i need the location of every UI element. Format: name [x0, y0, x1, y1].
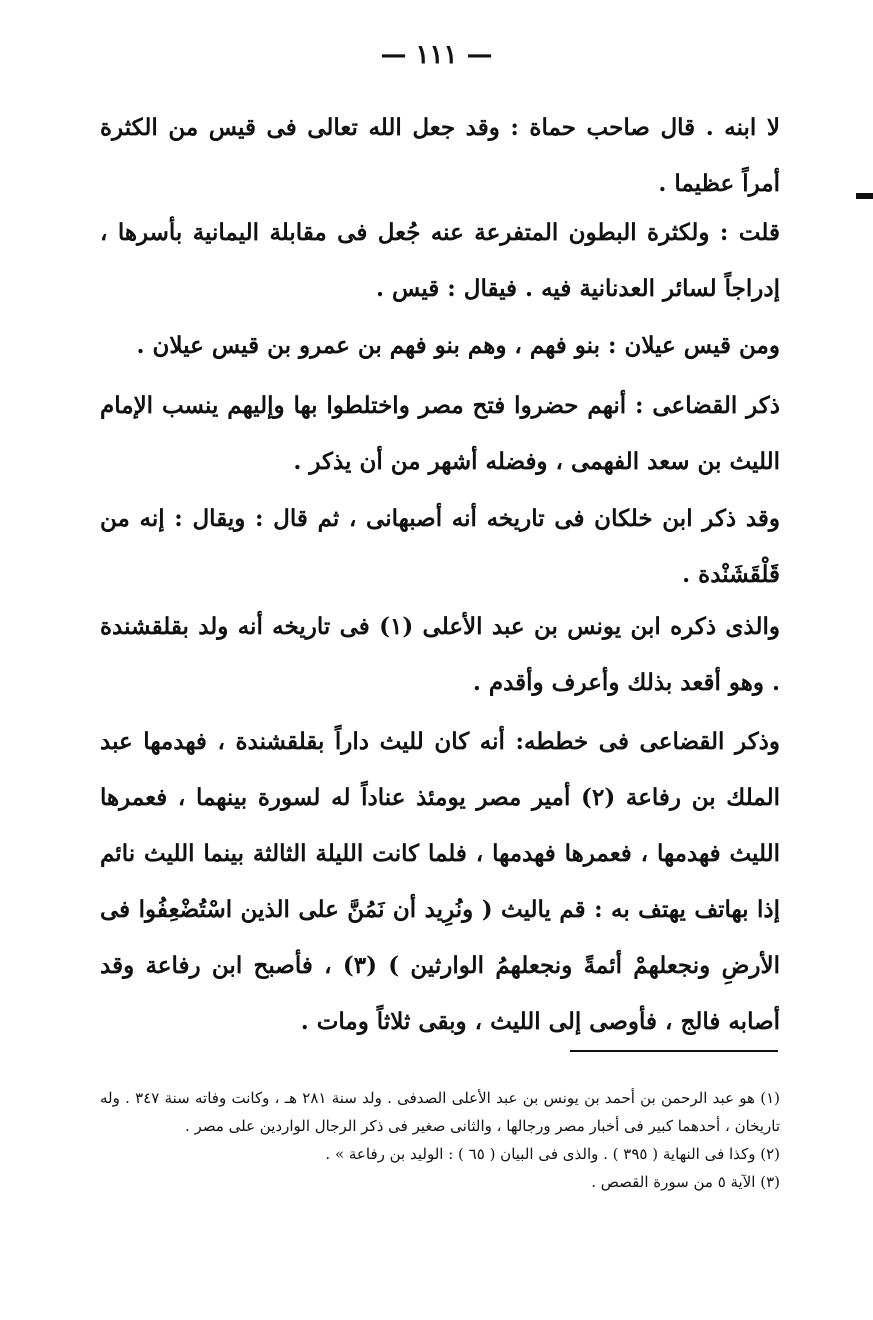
paragraph-7: [100, 714, 780, 1050]
page-number: — ١١١ —: [380, 40, 493, 70]
paragraph-text: ومن قيس عيلان : بنو فهم ، وهم بنو فهم بن عمرو بن قيس عيلان .: [136, 332, 780, 359]
paragraph-text: وذكر القضاعى فى خططه: أنه كان لليث داراً بقلقشندة ، فهدمها عبد الملك بن رفاعة (٢) أمير مصر يومئذ عناداً له لسورة بينهما ، فعمرها الليث فهدمها ، فعمرها فهدمها ، فلما كانت الليلة الثالثة بينما الليث نائم إذا بهاتف يهتف به : قم ياليث ( ونُرِيد أن نَمُنَّ على الذين اسْتُضْعِفُوا فى الأرضِ ونجعلهمْ أئمةً ونجعلهمُ الوارثين ) (٣) ، فأصبح ابن رفاعة وقد أصابه فالج ، فأوصى إلى الليث ، وبقى ثلاثاً ومات .: [100, 728, 780, 1035]
paragraph-text: لا ابنه . قال صاحب حماة : وقد جعل الله تعالى فى قيس من الكثرة أمراً عظيما .: [100, 114, 780, 197]
margin-mark: [856, 193, 873, 199]
footnote-divider: [570, 1050, 778, 1052]
paragraph-text: ذكر القضاعى : أنهم حضروا فتح مصر واختلطوا بها وإليهم ينسب الإمام الليث بن سعد الفهمى ، وفضله أشهر من أن يذكر .: [100, 392, 780, 475]
paragraph-text: قلت : ولكثرة البطون المتفرعة عنه جُعل فى مقابلة اليمانية بأسرها ، إدراجاً لسائر العدنانية فيه . فيقال : قيس .: [100, 219, 780, 302]
paragraph-2: [100, 205, 780, 317]
paragraph-5: [100, 491, 780, 603]
paragraph-1: [100, 100, 780, 212]
paragraph-text: وقد ذكر ابن خلكان فى تاريخه أنه أصبهانى ، ثم قال : ويقال : إنه من قَلْقَشَنْدة .: [100, 505, 780, 588]
footnote-3: (٣) الآية ٥ من سورة القصص .: [591, 1173, 780, 1191]
paragraph-6: [100, 599, 780, 711]
paragraph-text: والذى ذكره ابن يونس بن عبد الأعلى (١) فى تاريخه أنه ولد بقلقشندة . وهو أقعد بذلك وأعرف وأقدم .: [100, 613, 780, 696]
footnote-1: (١) هو عبد الرحمن بن أحمد بن يونس بن عبد الأعلى الصدفى . ولد سنة ٢٨١ هـ ، وكانت وفاته سنة ٣٤٧ . وله تاريخان ، أحدهما كبير فى أخبار مصر ورجالها ، والثانى صغير فى ذكر الرجال الواردين على مصر .: [100, 1089, 781, 1135]
paragraph-3: [100, 318, 780, 374]
paragraph-4: [100, 378, 780, 490]
footnotes: [100, 1084, 780, 1196]
footnote-2: (٢) وكذا فى النهاية ( ٣٩٥ ) . والذى فى البيان ( ٦٥ ) : الوليد بن رفاعة » .: [325, 1145, 780, 1163]
